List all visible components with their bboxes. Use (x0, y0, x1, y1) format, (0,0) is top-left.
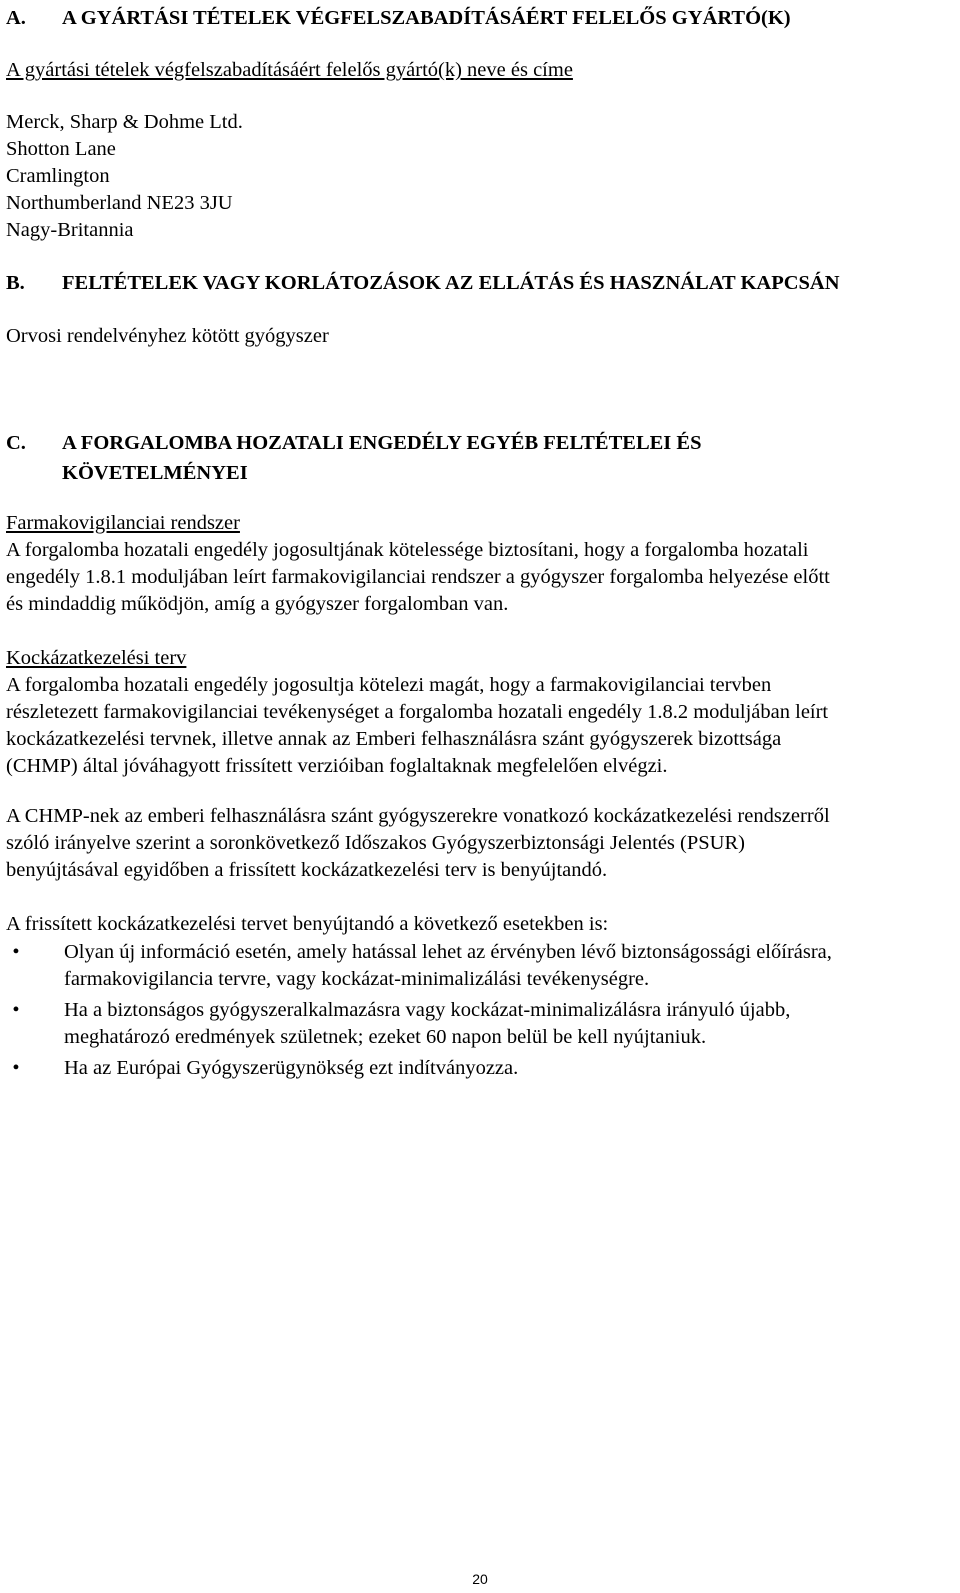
page-number: 20 (472, 1571, 488, 1587)
risk-plan-text: kockázatkezelési tervnek, illetve annak az Emberi felhasználásra szánt gyógyszerek bizottsága (6, 728, 782, 750)
section-c-title-line1: A FORGALOMBA HOZATALI ENGEDÉLY EGYÉB FELTÉTELEI ÉS (62, 432, 702, 454)
list-item-text: Ha az Európai Gyógyszerügynökség ezt indítványozza. (64, 1057, 519, 1079)
bullet-icon: • (12, 1057, 20, 1079)
manufacturer-subheading: A gyártási tételek végfelszabadításáért felelős gyártó(k) neve és címe (6, 59, 573, 81)
list-item-text: farmakovigilancia tervre, vagy kockázat-minimalizálási tevékenységre. (64, 968, 650, 990)
list-item-text: meghatározó eredmények születnek; ezeket 60 napon belül be kell nyújtaniuk. (64, 1026, 707, 1048)
address-line: Nagy-Britannia (6, 219, 134, 241)
cases-intro (6, 911, 954, 938)
section-b-number: B. (6, 272, 25, 294)
address-line: Cramlington (6, 165, 110, 187)
pharmacovigilance-block (6, 510, 954, 618)
chmp-text: benyújtásával egyidőben a frissített kockázatkezelési terv is benyújtandó. (6, 859, 608, 881)
address-line: Shotton Lane (6, 138, 116, 160)
chmp-text: szóló irányelve szerint a soronkövetkező Időszakos Gyógyszerbiztonsági Jelentés (PSUR) (6, 832, 745, 854)
risk-plan-text: (CHMP) által jóváhagyott frissített verzióiban foglaltaknak megfelelően elvégzi. (6, 755, 668, 777)
list-item (6, 939, 954, 993)
risk-plan-text: részletezett farmakovigilanciai tevékenységet a forgalomba hozatali engedély 1.8.2 moduljában leírt (6, 701, 829, 723)
risk-plan-block (6, 645, 954, 780)
prescription-status (6, 323, 954, 350)
address-line: Merck, Sharp & Dohme Ltd. (6, 111, 243, 133)
pharmacovigilance-heading: Farmakovigilanciai rendszer (6, 512, 240, 534)
risk-plan-heading: Kockázatkezelési terv (6, 647, 187, 669)
pharmacovigilance-text: és mindaddig működjön, amíg a gyógyszer forgalomban van. (6, 593, 509, 615)
pharmacovigilance-text: A forgalomba hozatali engedély jogosultjának kötelessége biztosítani, hogy a forgalomba hozatali (6, 539, 809, 561)
prescription-status-text: Orvosi rendelvényhez kötött gyógyszer (6, 325, 329, 347)
risk-plan-text: A forgalomba hozatali engedély jogosultja kötelezi magát, hogy a farmakovigilanciai tervben (6, 674, 772, 696)
pharmacovigilance-text: engedély 1.8.1 moduljában leírt farmakovigilanciai rendszer a gyógyszer forgalomba helyezése előtt (6, 566, 830, 588)
chmp-paragraph (6, 803, 954, 884)
cases-list (6, 939, 954, 1082)
list-item-text: Olyan új információ esetén, amely hatással lehet az érvényben lévő biztonságossági előírásra, (64, 941, 832, 963)
list-item (6, 997, 954, 1051)
section-a-number: A. (6, 7, 26, 29)
bullet-icon: • (12, 999, 20, 1021)
address-line: Northumberland NE23 3JU (6, 192, 233, 214)
cases-intro-text: A frissített kockázatkezelési tervet benyújtandó a következő esetekben is: (6, 913, 609, 935)
section-c-number: C. (6, 432, 26, 454)
section-a-title: A GYÁRTÁSI TÉTELEK VÉGFELSZABADÍTÁSÁÉRT FELELŐS GYÁRTÓ(K) (62, 7, 791, 29)
manufacturer-address (6, 109, 954, 244)
section-b-title: FELTÉTELEK VAGY KORLÁTOZÁSOK AZ ELLÁTÁS ÉS HASZNÁLAT KAPCSÁN (62, 272, 840, 294)
bullet-icon: • (12, 941, 20, 963)
list-item-text: Ha a biztonságos gyógyszeralkalmazásra vagy kockázat-minimalizálásra irányuló újabb, (64, 999, 791, 1021)
manufacturer-subheading-block (6, 57, 954, 84)
list-item (6, 1055, 954, 1082)
chmp-text: A CHMP-nek az emberi felhasználásra szánt gyógyszerekre vonatkozó kockázatkezelési rendszerről (6, 805, 830, 827)
section-c-title-line2: KÖVETELMÉNYEI (62, 462, 248, 484)
